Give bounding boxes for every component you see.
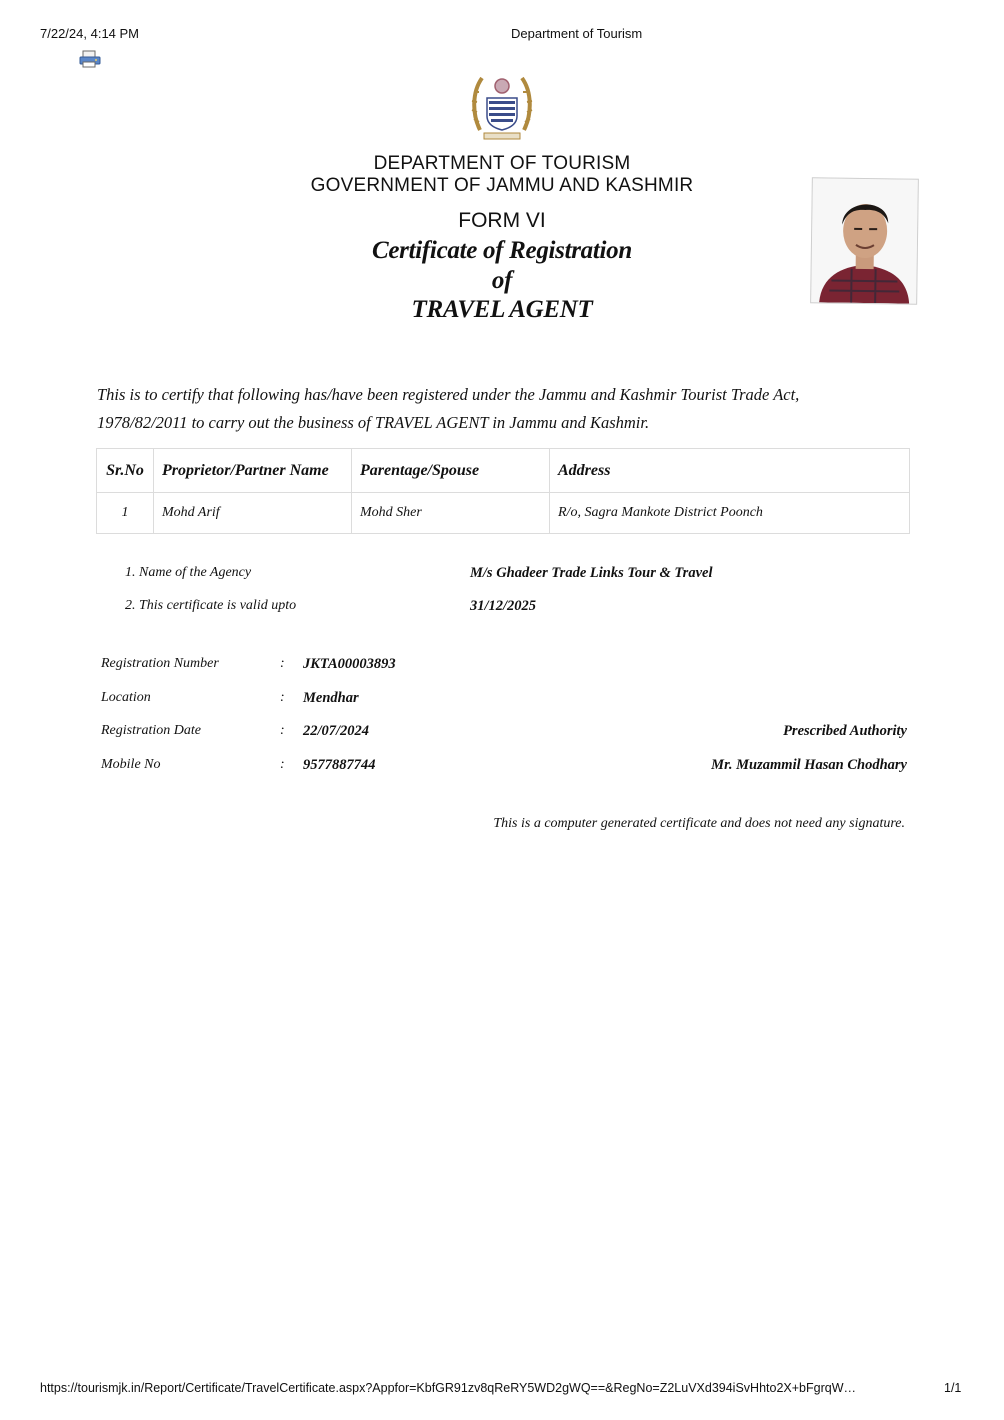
agency-name-label: 1. Name of the Agency: [125, 565, 252, 580]
computer-generated-notice: This is a computer generated certificate and does not need any signature.: [493, 816, 905, 831]
mobile-number-separator: :: [280, 757, 285, 772]
registration-date-separator: :: [280, 723, 285, 738]
registration-number-label: Registration Number: [101, 656, 219, 671]
cell-proprietor-name: Mohd Arif: [154, 493, 352, 534]
location-label: Location: [101, 690, 151, 705]
certificate-title-line3: TRAVEL AGENT: [411, 296, 593, 323]
certificate-title-line2: of: [491, 267, 513, 294]
table-row: [97, 493, 910, 534]
table-header-row: [97, 449, 910, 493]
prescribed-authority-title: Prescribed Authority: [783, 723, 907, 739]
registration-date-value: 22/07/2024: [303, 723, 370, 739]
validity-label: 2. This certificate is valid upto: [125, 598, 297, 613]
column-header-srno: Sr.No: [97, 449, 154, 493]
print-datetime: 7/22/24, 4:14 PM: [40, 26, 140, 41]
page-url: https://tourismjk.in/Report/Certificate/TravelCertificate.aspx?Appfor=KbfGR91zv8qReRY5WD2gWQ==&RegNo=Z2LuVXd394iSvHhto2X+bFgrqW…: [40, 1381, 856, 1395]
column-header-address: Address: [550, 449, 910, 493]
cell-srno: 1: [97, 493, 154, 534]
mobile-number-value: 9577887744: [303, 757, 376, 773]
cell-address: R/o, Sagra Mankote District Poonch: [550, 493, 910, 534]
proprietor-table: [96, 448, 910, 534]
column-header-name: Proprietor/Partner Name: [154, 449, 352, 493]
mobile-number-label: Mobile No: [101, 757, 161, 772]
location-separator: :: [280, 690, 285, 705]
state-emblem: [470, 70, 534, 147]
validity-value: 31/12/2025: [470, 598, 537, 614]
agency-name-value: M/s Ghadeer Trade Links Tour & Travel: [470, 565, 713, 581]
certification-statement: This is to certify that following has/have been registered under the Jammu and Kashmir Tourist Trade Act, 1978/82/2011 to carry out the business of TRAVEL AGENT in Jammu and Kashmir.: [97, 385, 800, 432]
print-page-title: Department of Tourism: [511, 26, 643, 41]
government-name: GOVERNMENT OF JAMMU AND KASHMIR: [310, 175, 694, 196]
column-header-parentage: Parentage/Spouse: [352, 449, 550, 493]
applicant-photo: [810, 177, 919, 304]
location-value: Mendhar: [303, 690, 359, 706]
department-name: DEPARTMENT OF TOURISM: [373, 153, 631, 174]
certificate-title-line1: Certificate of Registration: [372, 237, 632, 264]
registration-number-separator: :: [280, 656, 285, 671]
cell-parentage: Mohd Sher: [352, 493, 550, 534]
prescribed-authority-name: Mr. Muzammil Hasan Chodhary: [711, 757, 907, 773]
page-number: 1/1: [944, 1381, 962, 1395]
registration-number-value: JKTA00003893: [303, 656, 396, 672]
printer-icon[interactable]: [79, 50, 101, 73]
form-label: FORM VI: [458, 209, 546, 232]
registration-date-label: Registration Date: [101, 723, 201, 738]
